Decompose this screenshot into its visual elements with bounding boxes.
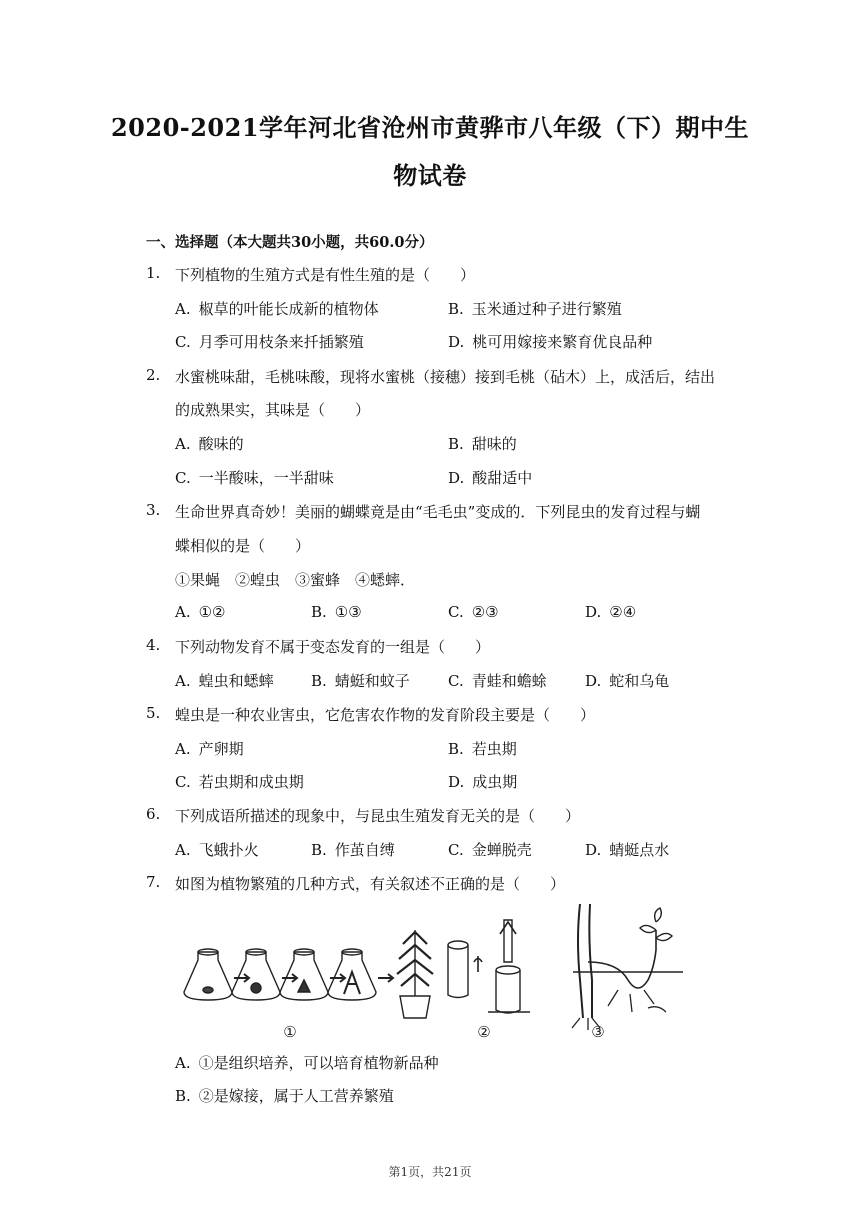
option-text: 蜻蜓点水 (609, 841, 670, 859)
option-text: 作茧自缚 (334, 841, 395, 859)
option-letter: A. (175, 1054, 191, 1072)
option-letter: D. (585, 603, 602, 621)
option-b (448, 738, 517, 759)
option-text: 蝗虫和蟋蟀 (198, 672, 274, 690)
grafted-stock-icon (488, 920, 530, 1013)
option-letter: B. (448, 435, 464, 453)
option-c (448, 670, 547, 691)
option-letter: A. (175, 300, 191, 318)
option-c (175, 771, 304, 792)
question-number: 7. (146, 873, 161, 891)
option-letter: B. (448, 740, 464, 758)
option-letter: C. (448, 841, 464, 859)
option-b (175, 1085, 394, 1106)
option-text: ①是组织培养，可以培育植物新品种 (198, 1054, 439, 1072)
option-letter: C. (175, 773, 191, 791)
option-d (585, 839, 669, 860)
scion-icon (474, 956, 482, 972)
question-stem: 蝗虫是一种农业害虫，它危害农作物的发育阶段主要是（ ） (175, 706, 596, 724)
figure-label-1: ① (283, 1023, 297, 1041)
option-letter: A. (175, 672, 191, 690)
option-b (448, 433, 517, 454)
question-stem: 下列成语所描述的现象中，与昆虫生殖发育无关的是（ ） (175, 807, 581, 825)
option-text: ②④ (609, 603, 637, 621)
option-text: 甜味的 (471, 435, 517, 453)
question-number: 3. (146, 501, 161, 519)
question-stem-cont: 蝶相似的是（ ） (175, 537, 311, 555)
option-text: 蛇和乌龟 (609, 672, 670, 690)
question-number: 2. (146, 366, 161, 384)
option-text: ②是嫁接，属于人工营养繁殖 (198, 1087, 394, 1105)
figure-label-3: ③ (591, 1023, 605, 1041)
option-text: 金蝉脱壳 (471, 841, 532, 859)
option-letter: B. (175, 1087, 191, 1105)
option-text: 一半酸味，一半甜味 (198, 469, 334, 487)
option-a (175, 670, 274, 691)
section-header: 一、选择题（本大题共30小题，共60.0分） (146, 234, 434, 251)
option-letter: C. (448, 603, 464, 621)
option-b (311, 839, 395, 860)
option-letter: B. (311, 603, 327, 621)
option-letter: B. (448, 300, 464, 318)
option-letter: A. (175, 740, 191, 758)
culture-flask-2-icon (232, 949, 280, 1000)
option-letter: B. (311, 841, 327, 859)
question-stem: 生命世界真奇妙！美丽的蝴蝶竟是由“毛毛虫”变成的．下列昆虫的发育过程与蝴 (175, 503, 701, 521)
option-b (311, 603, 362, 621)
option-text: 成虫期 (472, 773, 518, 791)
option-text: 若虫期 (471, 740, 517, 758)
option-letter: C. (175, 333, 191, 351)
option-text: 玉米通过种子进行繁殖 (471, 300, 622, 318)
option-a (175, 1052, 439, 1073)
option-text: 蜻蜓和蚊子 (334, 672, 410, 690)
option-text: 椒草的叶能长成新的植物体 (198, 300, 379, 318)
option-b (448, 298, 622, 319)
option-letter: D. (448, 469, 465, 487)
option-text: 产卵期 (198, 740, 244, 758)
option-a (175, 433, 244, 454)
option-c (448, 839, 532, 860)
option-text: 桃可用嫁接来繁育优良品种 (472, 333, 653, 351)
option-text: 酸甜适中 (472, 469, 533, 487)
option-letter: D. (585, 841, 602, 859)
question-stem-cont: 的成熟果实，其味是（ ） (175, 401, 371, 419)
rootstock-icon (448, 941, 468, 998)
arrow-icon (378, 974, 393, 982)
option-a (175, 839, 259, 860)
question-stem: 如图为植物繁殖的几种方式，有关叙述不正确的是（ ） (175, 875, 566, 893)
option-d (448, 771, 517, 792)
layering-plant-icon (572, 904, 683, 1030)
option-text: 月季可用枝条来扦插繁殖 (198, 333, 364, 351)
question-number: 6. (146, 805, 161, 823)
option-d (448, 331, 652, 352)
option-d (585, 603, 636, 621)
question-stem: 下列动物发育不属于变态发育的一组是（ ） (175, 638, 491, 656)
culture-flask-3-icon (280, 949, 328, 1000)
page-title-line2: 物试卷 (393, 161, 467, 190)
question-stem-items: ①果蝇 ②蝗虫 ③蜜蜂 ④蟋蟀． (175, 571, 416, 589)
option-letter: A. (175, 435, 191, 453)
question-stem: 水蜜桃味甜，毛桃味酸，现将水蜜桃（接穗）接到毛桃（砧木）上，成活后，结出 (175, 368, 716, 386)
figure-label-2: ② (477, 1023, 491, 1041)
option-a (175, 298, 379, 319)
option-letter: C. (175, 469, 191, 487)
potted-plant-icon (397, 930, 433, 1018)
plant-reproduction-figure (178, 900, 698, 1045)
option-letter: A. (175, 603, 191, 621)
option-text: 飞蛾扑火 (198, 841, 259, 859)
option-text: ①③ (334, 603, 362, 621)
option-text: 青蛙和蟾蜍 (471, 672, 547, 690)
option-d (585, 670, 669, 691)
question-number: 4. (146, 636, 161, 654)
option-c (175, 467, 334, 488)
option-c (448, 603, 499, 621)
option-a (175, 738, 244, 759)
option-b (311, 670, 410, 691)
option-letter: A. (175, 841, 191, 859)
culture-flask-4-icon (328, 949, 376, 1000)
page-footer: 第1页，共21页 (388, 1165, 472, 1179)
option-text: ②③ (471, 603, 499, 621)
question-stem: 下列植物的生殖方式是有性生殖的是（ ） (175, 266, 476, 284)
option-text: 酸味的 (198, 435, 244, 453)
option-letter: D. (585, 672, 602, 690)
option-c (175, 331, 364, 352)
option-letter: D. (448, 773, 465, 791)
culture-flask-1-icon (184, 949, 232, 1000)
option-d (448, 467, 532, 488)
page-title-line1: 2020-2021学年河北省沧州市黄骅市八年级（下）期中生 (110, 113, 750, 142)
option-text: 若虫期和成虫期 (198, 773, 304, 791)
question-number: 1. (146, 264, 161, 282)
option-a (175, 603, 226, 621)
question-number: 5. (146, 704, 161, 722)
option-text: ①② (198, 603, 226, 621)
option-letter: D. (448, 333, 465, 351)
option-letter: C. (448, 672, 464, 690)
option-letter: B. (311, 672, 327, 690)
